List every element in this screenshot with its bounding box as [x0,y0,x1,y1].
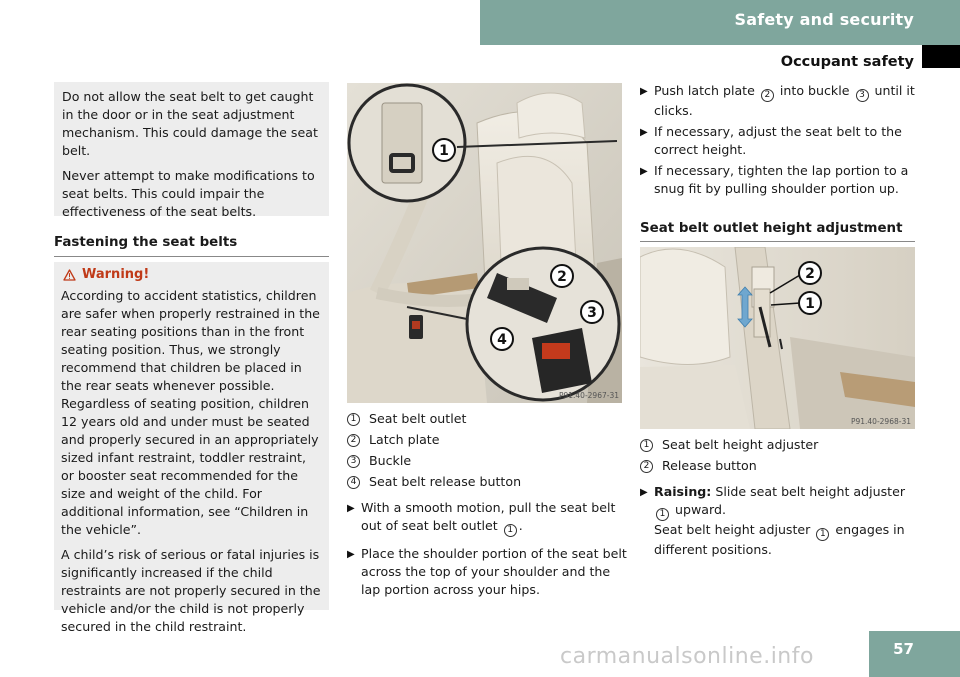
header-marker [922,45,960,68]
svg-text:4: 4 [497,332,507,348]
svg-text:2: 2 [557,269,567,285]
page-number: 57 [893,640,914,658]
caution-note [54,82,329,219]
warning-triangle-icon [63,269,76,281]
height-adjustment-heading: Seat belt outlet height adjustment [640,220,915,242]
instruction-step: ▶ If necessary, adjust the seat belt to the correct height. [640,124,902,157]
callout-2 [551,265,573,287]
svg-text:3: 3 [587,305,597,321]
callout-1 [799,292,821,314]
warning-paragraph-2: A child’s risk of serious or fatal injuries is significantly increased if the child restraints are not properly secured in the vehicle and/or the child is not properly secured in the child restraint. [61,547,321,634]
header-section-tab [480,0,960,45]
legend-item: 3 Buckle [347,452,627,470]
height-adjustment-instructions [640,436,920,559]
arrow-bullet-icon: ▶ [347,503,355,514]
warning-title [61,266,322,284]
callout-3 [581,301,603,323]
legend-item: 2 Latch plate [347,431,627,449]
callout-4 [491,328,513,350]
fastening-heading: Fastening the seat belts [54,234,329,257]
legend-item: 2 Release button [640,457,920,475]
arrow-bullet-icon: ▶ [347,549,355,560]
arrow-bullet-icon: ▶ [640,127,648,138]
note-paragraph-1: Do not allow the seat belt to get caught in the door or in the seat adjustment mechanism. This could damage the seat belt. [62,89,318,158]
svg-text:1: 1 [439,143,449,159]
instruction-step: ▶ If necessary, tighten the lap portion to a snug fit by pulling shoulder portion up. [640,163,909,196]
watermark: carmanualsonline.info [560,644,814,669]
svg-text:2: 2 [805,266,815,282]
note-paragraph-2: Never attempt to make modifications to seat belts. This could impair the effectiveness of the seat belts. [62,168,315,219]
legend-item: 4 Seat belt release button [347,473,627,491]
warning-paragraph-1: According to accident statistics, children are safer when properly restrained in the rear seating positions than in the front seating position. Thus, we strongly recommend that children be placed in the rear seats whenever possible. Regardless of seating position, children 12 years old and under must be seated and properly secured in an appropriately sized infant restraint, toddler restraint, or booster seat recommended for the size and weight of the child. For additional information, see “Children in the vehicle”. [61,288,320,537]
svg-text:1: 1 [805,296,815,312]
arrow-bullet-icon: ▶ [640,86,648,97]
page-number-tab [869,631,960,677]
arrow-bullet-icon: ▶ [640,487,648,498]
subsection-title: Occupant safety [780,54,914,70]
fastening-steps-continued [640,82,915,201]
legend-item: 1 Seat belt height adjuster [640,436,920,454]
fastening-instructions [347,410,627,599]
seat-belt-photo [347,83,622,403]
height-adjuster-photo [640,247,915,429]
seat-belt-illustration [347,83,622,403]
warning-title-text: Warning! [82,267,150,282]
instruction-step: ▶ Push latch plate 2 into buckle 3 until it clicks. [640,83,915,118]
instruction-step: ▶ Raising: Slide seat belt height adjuster 1 upward. Seat belt height adjuster 1 engages in different positions. [640,484,906,557]
instruction-step: ▶ Place the shoulder portion of the seat belt across the top of your shoulder and the lap portion across your hips. [347,546,627,597]
figure-code: P91.40-2967-31 [558,391,619,400]
callout-2 [799,262,821,284]
section-title: Safety and security [734,10,914,29]
figure-code: P91.40-2968-31 [850,417,911,426]
callout-1 [433,139,455,161]
arrow-bullet-icon: ▶ [640,166,648,177]
instruction-step: ▶ With a smooth motion, pull the seat belt out of seat belt outlet 1 . [347,500,616,535]
warning-box [54,262,329,634]
legend-item: 1 Seat belt outlet [347,410,627,428]
height-adjuster-illustration [640,247,915,429]
